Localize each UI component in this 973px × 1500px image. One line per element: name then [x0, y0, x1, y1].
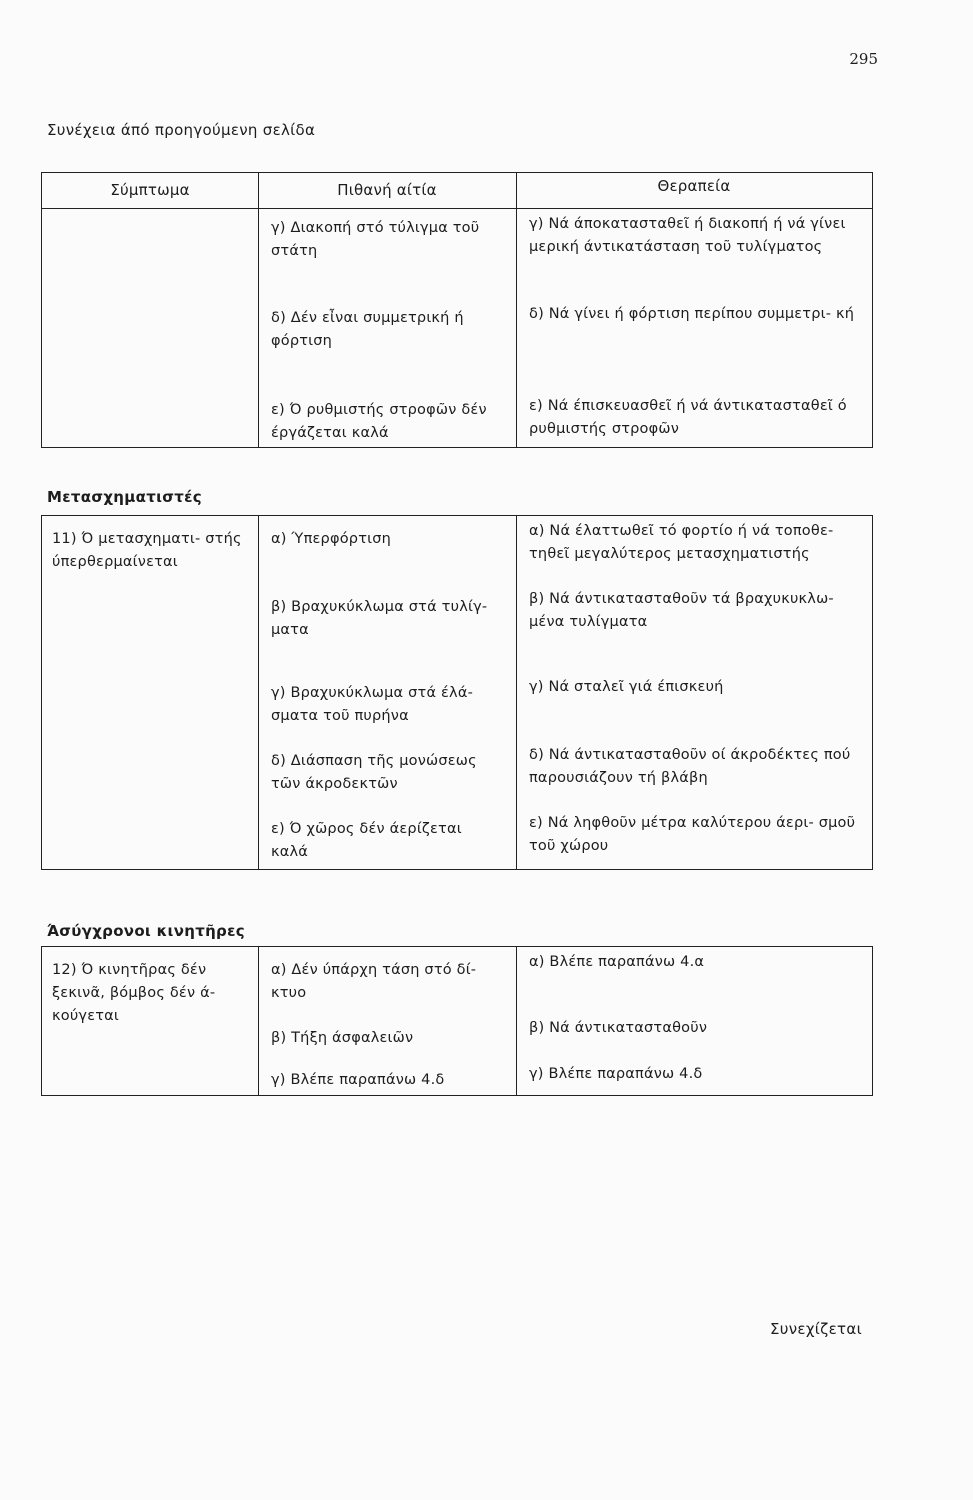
therapy-cell: ε) Νά έπισκευασθεῖ ή νά άντικατασταθεῖ ό ρυθμιστής στροφῶν: [529, 398, 847, 437]
header-therapy: Θεραπεία: [657, 177, 731, 195]
therapy-cell: γ) Βλέπε παραπάνω 4.δ: [529, 1066, 703, 1082]
continued-from-note: Συνέχεια άπό προηγούμενη σελίδα: [47, 121, 316, 139]
table-continuation: [41, 172, 873, 448]
cause-cell: δ) Διάσπαση τῆς μονώσεως τῶν άκροδεκτῶν: [271, 753, 477, 792]
continues-note: Συνεχίζεται: [770, 1320, 862, 1338]
page-number: 295: [849, 50, 878, 68]
therapy-cell: β) Νά άντικατασταθοῦν τά βραχυκυκλω- μένα τυλίγματα: [529, 591, 834, 630]
section-title-motors: Άσύγχρονοι κινητῆρες: [47, 922, 245, 940]
header-symptom: Σύμπτωμα: [110, 181, 190, 199]
symptom-cell: 11) Ό μετασχηματι- στής ύπερθερμαίνεται: [52, 531, 242, 570]
header-cause: Πιθανή αίτία: [337, 181, 437, 199]
therapy-cell: δ) Νά γίνει ή φόρτιση περίπου συμμετρι- κή: [529, 306, 855, 322]
cause-cell: γ) Βλέπε παραπάνω 4.δ: [271, 1072, 445, 1088]
table-motors: [41, 946, 873, 1096]
cause-cell: α) Ύπερφόρτιση: [271, 531, 392, 547]
section-title-transformers: Μετασχηματιστές: [47, 488, 202, 506]
therapy-cell: β) Νά άντικατασταθοῦν: [529, 1020, 708, 1036]
cause-cell: β) Τήξη άσφαλειῶν: [271, 1030, 414, 1046]
table-transformers: [41, 515, 873, 870]
therapy-cell: δ) Νά άντικατασταθοῦν οί άκροδέκτες πού παρουσιάζουν τή βλάβη: [529, 747, 851, 786]
therapy-cell: α) Βλέπε παραπάνω 4.α: [529, 954, 705, 970]
therapy-cell: α) Νά έλαττωθεῖ τό φορτίο ή νά τοποθε- τηθεῖ μεγαλύτερος μετασχηματιστής: [529, 523, 834, 562]
cause-cell: γ) Βραχυκύκλωμα στά έλά- σματα τοῦ πυρήνα: [271, 685, 474, 724]
cause-cell: ε) Ό ρυθμιστής στροφῶν δέν έργάζεται καλά: [271, 402, 487, 441]
cause-cell: δ) Δέν εἶναι συμμετρική ή φόρτιση: [271, 310, 464, 349]
therapy-cell: γ) Νά σταλεῖ γιά έπισκευή: [529, 679, 724, 695]
cause-cell: γ) Διακοπή στό τύλιγμα τοῦ στάτη: [271, 220, 480, 259]
therapy-cell: ε) Νά ληφθοῦν μέτρα καλύτερου άερι- σμοῦ τοῦ χώρου: [529, 815, 856, 854]
symptom-cell: 12) Ό κινητῆρας δέν ξεκινᾶ, βόμβος δέν ά- κούγεται: [52, 962, 216, 1024]
cause-cell: β) Βραχυκύκλωμα στά τυλίγ- ματα: [271, 599, 488, 638]
cause-cell: ε) Ό χῶρος δέν άερίζεται καλά: [271, 821, 462, 860]
cause-cell: α) Δέν ύπάρχη τάση στό δί- κτυο: [271, 962, 477, 1001]
therapy-cell: γ) Νά άποκατασταθεῖ ή διακοπή ή νά γίνει μερική άντικατάσταση τοῦ τυλίγματος: [529, 216, 846, 255]
